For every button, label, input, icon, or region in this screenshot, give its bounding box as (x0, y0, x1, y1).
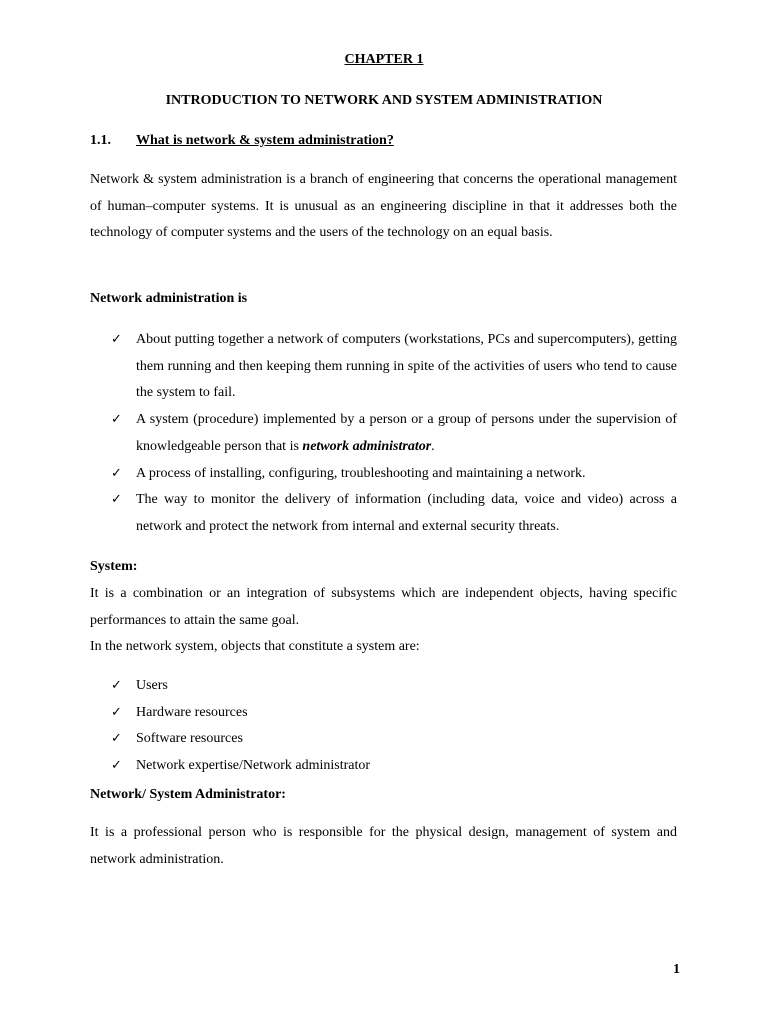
list-item (111, 327, 677, 407)
section-heading (90, 133, 394, 149)
list-item (111, 726, 677, 753)
list-item-text-end: . (431, 438, 435, 454)
list-item (111, 673, 677, 700)
list-item-text: Software resources (136, 731, 243, 747)
checkmark-icon: ✓ (111, 465, 122, 481)
system-objects-list (111, 673, 677, 780)
system-definition: It is a combination or an integration of subsystems which are independent objects, having specific performances to attain the same goal. (90, 586, 677, 628)
checkmark-icon: ✓ (111, 678, 122, 693)
chapter-label: CHAPTER 1 (344, 52, 424, 67)
list-item (111, 487, 677, 540)
list-item (111, 407, 677, 460)
checkmark-icon: ✓ (111, 332, 122, 347)
system-heading: System: (90, 559, 138, 574)
list-item-text: Hardware resources (136, 704, 248, 720)
list-item-text: A system (procedure) implemented by a person or a group of persons under the supervision of knowledgeable person that is (136, 412, 677, 454)
list-item (111, 700, 677, 727)
section-number: 1.1. (90, 133, 111, 148)
page-number: 1 (673, 962, 680, 977)
checkmark-icon: ✓ (111, 758, 122, 774)
list-item-text: The way to monitor the delivery of information (including data, voice and video) across a network and protect the network from internal and external security threats. (136, 492, 677, 534)
network-admin-list (111, 327, 677, 541)
chapter-title: INTRODUCTION TO NETWORK AND SYSTEM ADMINISTRATION (165, 93, 603, 108)
list-item-text: About putting together a network of computers (workstations, PCs and supercomputers), getting them running and then keeping them running in spite of the activities of users who tend to cause the system to fail. (136, 332, 677, 401)
list-item (111, 461, 677, 488)
intro-paragraph: Network & system administration is a branch of engineering that concerns the operational management of human–computer systems. It is unusual as an engineering discipline in that it addresses both the technology of computer systems and the users of the technology on an equal basis. (90, 172, 677, 241)
list-item-text: Users (136, 678, 168, 693)
section-title: What is network & system administration? (136, 133, 394, 148)
list-item-text: Network expertise/Network administrator (136, 758, 371, 774)
system-objects-intro: In the network system, objects that constitute a system are: (90, 639, 420, 654)
checkmark-icon: ✓ (111, 731, 122, 747)
list-item (111, 753, 677, 780)
list-item-text: A process of installing, configuring, troubleshooting and maintaining a network. (136, 465, 586, 481)
network-admin-heading: Network administration is (90, 291, 248, 306)
checkmark-icon: ✓ (111, 492, 122, 508)
checkmark-icon: ✓ (111, 704, 122, 720)
administrator-definition: It is a professional person who is responsible for the physical design, management of system and network administration. (90, 825, 677, 867)
administrator-heading: Network/ System Administrator: (90, 787, 286, 802)
emphasized-term: network administrator (302, 438, 432, 454)
checkmark-icon: ✓ (111, 412, 122, 428)
